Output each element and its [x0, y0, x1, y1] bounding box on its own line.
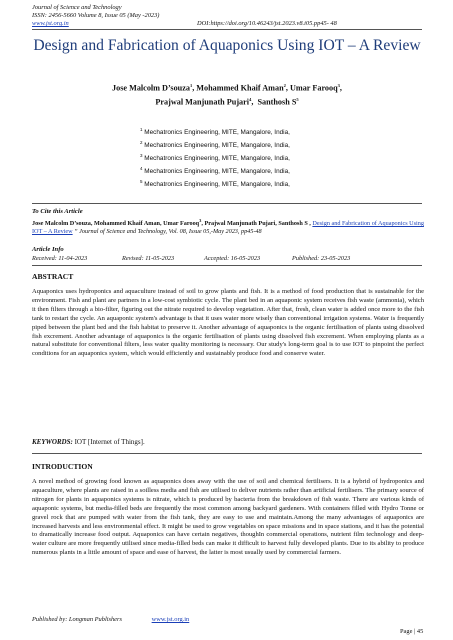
header-divider [32, 29, 422, 30]
keywords-label: KEYWORDS: [32, 438, 73, 446]
abstract-heading: ABSTRACT [32, 272, 74, 281]
cite-title-link[interactable]: Design and Fabrication of Aquaponics Using IOT – A Review [32, 220, 424, 236]
author-sup: 2 [283, 83, 286, 88]
article-info-label: Article Info [32, 246, 64, 253]
affiliation-line: $^3$ Mechatronics Engineering, MITE, Mangalore, India, [140, 153, 290, 163]
accepted-date: Accepted: 16-05-2023 [204, 255, 261, 262]
published-date: Published: 23-05-2023 [292, 255, 351, 262]
author-name: Mohammed Khaif Aman [196, 83, 284, 93]
issn-line: ISSN: 2456-5660 Volume 8, Issue 05 (May -2023) [32, 12, 160, 19]
article-info-divider [32, 265, 422, 266]
revised-date: Revised: 11-05-2023 [122, 255, 175, 262]
author-name: Jose Malcolm D’souza [112, 83, 190, 93]
keywords-line [32, 438, 145, 446]
affiliation-line: $^4$ Mechatronics Engineering, MITE, Mangalore, India, [140, 166, 290, 176]
publisher-text: Published by: Longman Publishers [32, 616, 122, 623]
paper-title: Design and Fabrication of Aquaponics Using IOT – A Review [33, 37, 421, 54]
footer-website-link[interactable]: www.jst.org.in [151, 616, 190, 623]
abstract-body: Aquaponics uses hydroponics and aquaculture instead of soil to grow plants and fish. It is a method of food production that is sustainable for the environment. Fish and plant are partners in a low-cost symbiotic cycle. The plant bed in an aquaponic system receives fish waste (ammonia), which it then filters through a bio-filter, figuring out the nitrate required to develop vegetation. After that, fresh, clean water is added once more to the fish tank to restart the cycle. An aquaponic system's advantage is that it uses water more wisely than conventional irrigation systems. Water is frequently piped between the plant bed and the fish habitat to preserve it. Another advantage of aquaponics is the organic fertilisation of plants using dissolved fish excrement. Another advantage of aquaponics is the organic fertilisation of plants using dissolved fish excrement. When employing plants as a natural substitute for conventional filters, less water quality monitoring is necessary. Our study's long-term goal is to use IOT to pinpoint the perfect conditions for an aquaponics system, which would efficiently and sustainably produce food and conserve water. [32, 288, 424, 358]
affiliation-line: $^1$ Mechatronics Engineering, MITE, Mangalore, India, [140, 127, 290, 137]
introduction-heading: INTRODUCTION [32, 462, 93, 471]
introduction-body: A novel method of growing food known as aquaponics does away with the use of soil and chemical fertilisers. It is a hybrid of hydroponics and aquaculture, where plants are raised in a soilless media and fish are utilised to deliver nutrients rather than artificial fertilisers. The primary source of nitrogen for plants in aquaponics systems is nitrate, which is produced by bacteria from the breakdown of fish waste. There are various kinds of aquaponic systems, but media-filled beds are frequently the most common among backyard gardeners. With containers filled with Hydro Tonne or gravel rock that are pumped with water from the fish tank, they are easy to use and maintain.Among the many advantages of aquaponics are increased harvests and less environmental effect. It might be used to grow vegetables on space missions and in space stations, and it has the potential to dramatically increase food output. Aquaponics can have certain negatives, thoughIn commercial operations, nutrient film technology and deep-water culture are more frequently utilised since media-filled beds can make it difficult to harvest fully developed plants. Due to its ability to produce numerous plants in a little amount of space and ease of harvest, the latter is most usually used by commercial farmers. [32, 478, 424, 557]
keywords-divider [32, 453, 422, 454]
received-date: Received: 11-04-2023 [32, 255, 88, 262]
journal-website-link[interactable]: www.jst.org.in [32, 20, 69, 27]
author-name: Prajwal Manjunath Pujari [155, 97, 250, 107]
author-sup: 5 [296, 96, 299, 102]
keywords-text: IOT [Internet of Things]. [72, 438, 145, 446]
author-sup: 3 [337, 83, 340, 88]
header-links-row [32, 20, 422, 28]
author-name: Umar Farooq [289, 83, 338, 93]
section-divider [32, 203, 422, 204]
affiliation-line: $^2$ Mechatronics Engineering, MITE, Mangalore, India, [140, 140, 290, 150]
doi-text: DOI:https://doi.org/10.46243/jst.2023.v8.i05.pp45- 48 [197, 20, 337, 27]
cite-authors: Jose Malcolm D’souza, Mohammed Khaif Aman, Umar Farooq [32, 220, 200, 228]
journal-name: Journal of Science and Technology [32, 4, 122, 11]
author-sup: 4 [249, 96, 252, 102]
citation-text: Jose Malcolm D’souza, Mohammed Khaif Aman, Umar Farooq$^3$, Prajwal Manjunath Pujari, Santhosh S , Design and Fabrication of Aquaponics Using IOT – A Review ” Journal of Science and Technology, Vol. 08, Issue 05,-May 2023, pp45-48 [32, 218, 424, 236]
cite-rest: ” Journal of Science and Technology, Vol. 08, Issue 05,-May 2023, pp45-48 [72, 228, 262, 236]
footer-row [32, 616, 189, 623]
affiliation-line: $^5$ Mechatronics Engineering, MITE, Mangalore, India, [140, 179, 290, 189]
author-name: Santhosh S [257, 97, 297, 107]
author-sup: 1 [189, 83, 193, 88]
cite-authors-cont: , Prajwal Manjunath Pujari, Santhosh S , [201, 220, 311, 228]
page-number: Page | 45 [400, 628, 424, 635]
cite-label: To Cite this Article [32, 208, 83, 215]
author-list: Jose Malcolm D’souza$^1$, Mohammed Khaif Aman$^2$, Umar Farooq$^3$, Prajwal Manjunath Pujari$^4$, Santhosh $S^5$ [112, 83, 342, 107]
